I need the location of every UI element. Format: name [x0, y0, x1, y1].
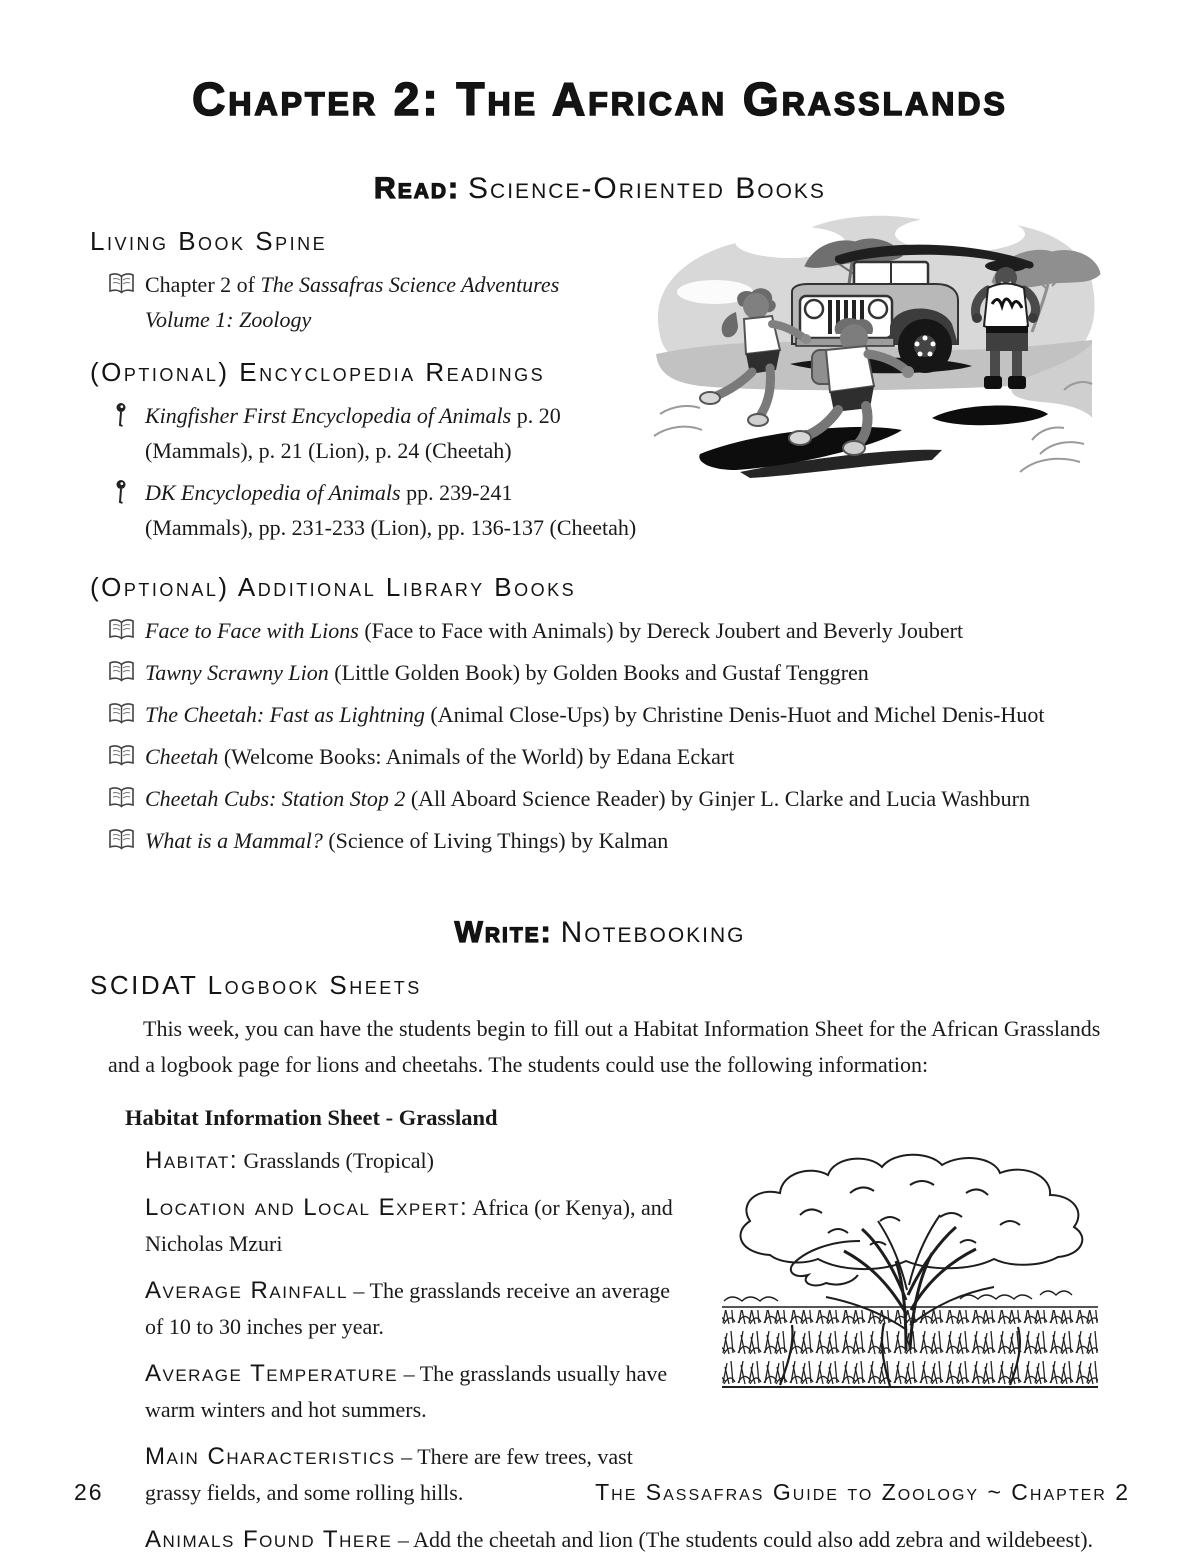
- acacia-tree-graphic: [710, 1145, 1110, 1395]
- item-book-title: Kingfisher First Encyclopedia of Animals: [145, 403, 512, 428]
- list-item: [90, 398, 1110, 468]
- item-book-title: Face to Face with Lions: [145, 618, 359, 643]
- entry-text: The grasslands usually have warm winters and hot summers.: [145, 1361, 668, 1422]
- item-book-title: What is a Mammal?: [145, 828, 323, 853]
- write-heading-rest: Notebooking: [560, 916, 746, 949]
- open-book-icon: [108, 272, 135, 296]
- list-item: [90, 613, 1110, 648]
- entry-sep: –: [398, 1361, 420, 1386]
- library-books-heading: (Optional) Additional Library Books: [90, 572, 577, 602]
- entry-text: Grasslands (Tropical): [243, 1148, 434, 1173]
- entry-label: Habitat:: [145, 1147, 238, 1174]
- list-item: [90, 475, 1110, 545]
- scidat-paragraph: This week, you can have the students begin to fill out a Habitat Information Sheet for the African Grasslands and a logbook page for lions and cheetahs. The students could use the following information:: [108, 1016, 1101, 1077]
- open-book-icon: [108, 618, 135, 642]
- entry-sep: –: [395, 1444, 418, 1469]
- write-section-heading: [90, 916, 1110, 950]
- item-book-title: Tawny Scrawny Lion: [145, 660, 329, 685]
- acacia-tree-illustration: [710, 1145, 1110, 1467]
- entry-text: Africa (or Kenya), and Nicholas Mzuri: [145, 1195, 673, 1256]
- entry-label: Average Temperature: [145, 1360, 399, 1387]
- page-footer: [74, 1479, 1130, 1506]
- item-book-title: Cheetah: [145, 744, 219, 769]
- item-book-title: The Cheetah: Fast as Lightning: [145, 702, 425, 727]
- key-icon: [114, 402, 128, 428]
- entry-label: Location and Local Expert:: [145, 1194, 469, 1221]
- item-rest: (Animal Close-Ups) by Christine Denis-Huot and Michel Denis-Huot: [424, 702, 1045, 727]
- habitat-sheet-heading: Habitat Information Sheet - Grassland: [125, 1105, 498, 1130]
- open-book-icon: [108, 744, 135, 768]
- item-book-title: The Sassafras Science Adventures Volume 1: Zoology: [145, 272, 560, 332]
- scidat-heading: SCIDAT Logbook Sheets: [90, 970, 422, 1000]
- item-rest: (Welcome Books: Animals of the World) by Edana Eckart: [218, 744, 735, 769]
- item-rest: p. 20 (Mammals), p. 21 (Lion), p. 24 (Cheetah): [145, 403, 561, 463]
- key-icon: [114, 479, 128, 505]
- entry-sep: –: [392, 1527, 414, 1552]
- item-rest: (Science of Living Things) by Kalman: [322, 828, 669, 853]
- read-label: Read:: [374, 172, 461, 205]
- living-book-spine-list: [90, 267, 1110, 337]
- item-book-title: DK Encyclopedia of Animals: [145, 480, 401, 505]
- entry-label: Average Rainfall: [145, 1277, 348, 1304]
- read-section-heading: [90, 172, 1110, 206]
- encyclopedia-heading: (Optional) Encyclopedia Readings: [90, 357, 546, 387]
- library-books-list: [90, 613, 1110, 858]
- item-rest: (Face to Face with Animals) by Dereck Joubert and Beverly Joubert: [358, 618, 964, 643]
- item-rest: pp. 239-241 (Mammals), pp. 231-233 (Lion), pp. 136-137 (Cheetah): [145, 480, 637, 540]
- entry-text: There are few trees, vast grassy fields, and some rolling hills.: [145, 1444, 633, 1505]
- entry-text: Add the cheetah and lion (The students could also add zebra and wildebeest).: [413, 1527, 1094, 1552]
- list-item: [90, 823, 1110, 858]
- item-prefix: Chapter 2 of: [145, 272, 261, 297]
- list-item: [90, 697, 1110, 732]
- living-book-spine-heading: Living Book Spine: [90, 226, 328, 256]
- open-book-icon: [108, 702, 135, 726]
- item-rest: (All Aboard Science Reader) by Ginjer L. Clarke and Lucia Washburn: [405, 786, 1030, 811]
- page-title: Chapter 2: The African Grasslands: [192, 73, 1008, 125]
- open-book-icon: [108, 828, 135, 852]
- open-book-icon: [108, 786, 135, 810]
- list-item: [90, 739, 1110, 774]
- entry-sep: –: [347, 1278, 370, 1303]
- item-book-title: Cheetah Cubs: Station Stop 2: [145, 786, 406, 811]
- entry-label: Animals Found There: [145, 1526, 393, 1553]
- entry-label: Main Characteristics: [145, 1443, 396, 1470]
- list-item: [90, 781, 1110, 816]
- open-book-icon: [108, 660, 135, 684]
- list-item: [90, 267, 1110, 337]
- list-item: [90, 655, 1110, 690]
- entry-text: The grasslands receive an average of 10 to 30 inches per year.: [145, 1278, 671, 1339]
- write-label: Write:: [454, 916, 553, 949]
- running-title: The Sassafras Guide to Zoology ~ Chapter 2: [595, 1479, 1130, 1505]
- page-number: 26: [74, 1479, 104, 1505]
- read-heading-rest: Science-Oriented Books: [468, 172, 826, 205]
- habitat-entry: [145, 1522, 1110, 1558]
- item-rest: (Little Golden Book) by Golden Books and Gustaf Tenggren: [328, 660, 869, 685]
